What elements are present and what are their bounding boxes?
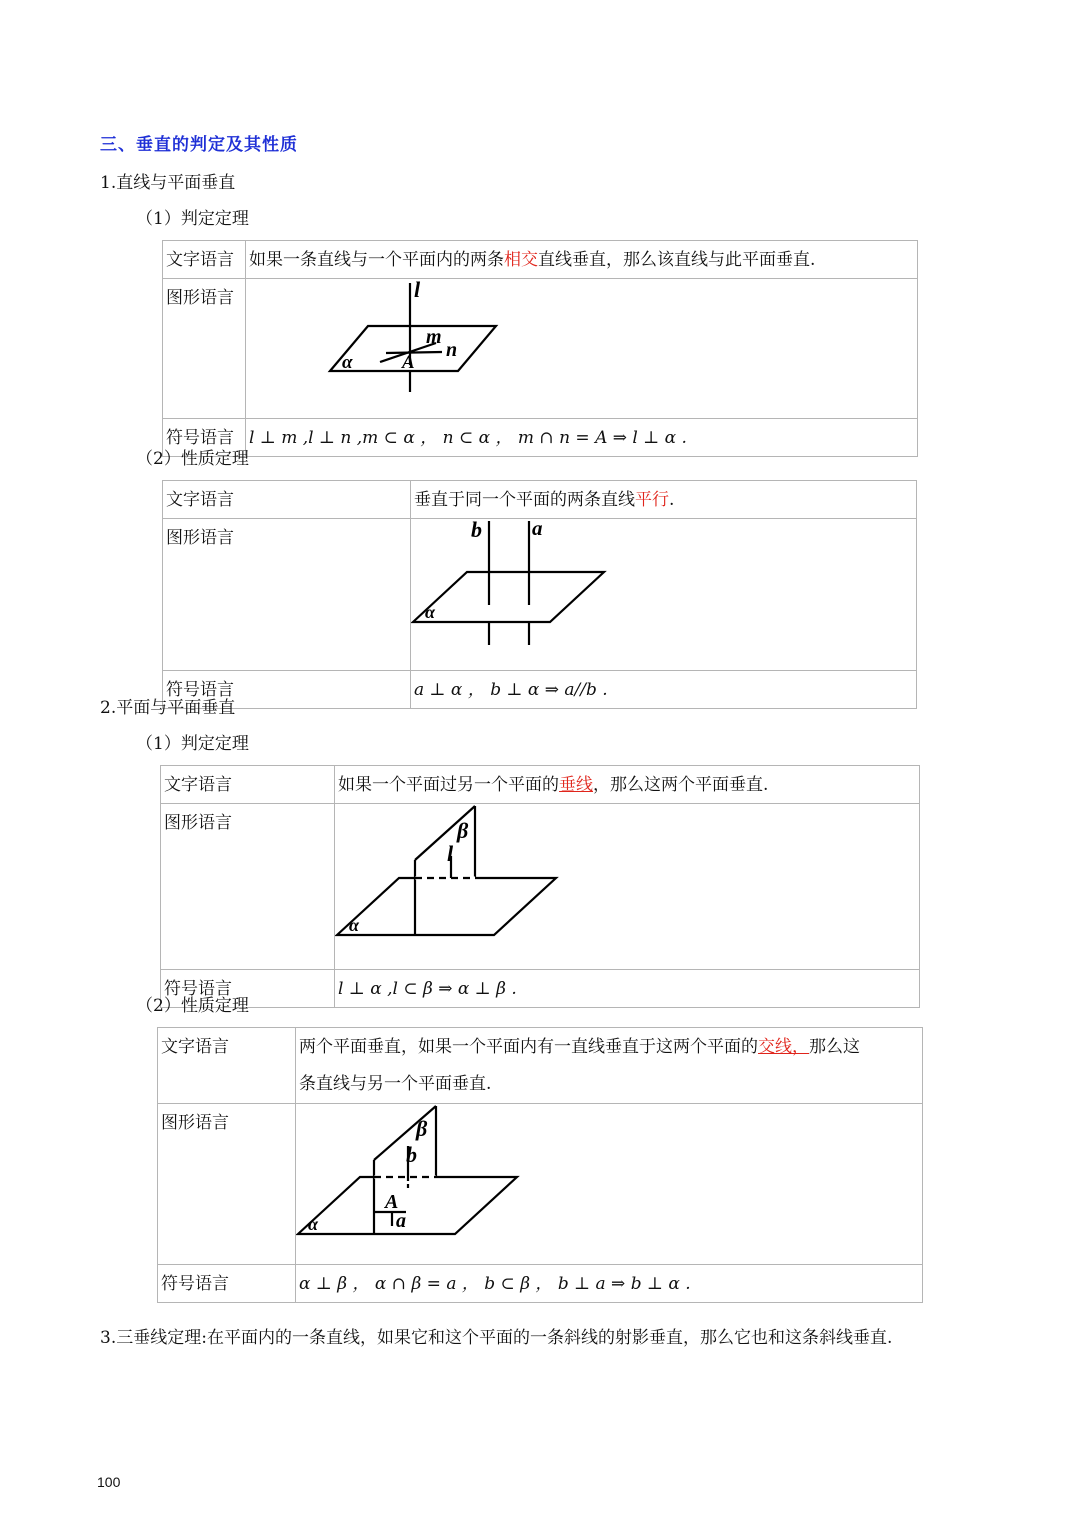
fig-letter-b: b — [406, 1142, 417, 1167]
fig-letter-beta: β — [416, 1116, 428, 1141]
heading-judgement-theorem-1: （1）判定定理 — [136, 209, 249, 229]
figure-cell — [246, 279, 918, 419]
heading-property-theorem-2: （2）性质定理 — [136, 996, 249, 1016]
fig-letter-l: l — [414, 279, 421, 302]
fig-letter-A: A — [402, 352, 415, 373]
label-symbol-language: 符号语言 — [161, 970, 335, 1008]
label-symbol-language: 符号语言 — [163, 419, 246, 457]
three-perpendiculars-theorem: 3.三垂线定理:在平面内的一条直线，如果它和这个平面的一条斜线的射影垂直，那么它也和这条斜线垂直. — [100, 1328, 893, 1348]
figure-perpendicular-planes-property — [296, 1104, 923, 1251]
fig-letter-m: m — [426, 326, 442, 348]
label-text-language: 文字语言 — [163, 241, 246, 279]
fig-letter-b: b — [471, 519, 482, 542]
fig-letter-alpha: α — [342, 352, 353, 373]
heading-judgement-theorem-2: （1）判定定理 — [136, 734, 249, 754]
table-plane-plane-judgement — [160, 765, 920, 1008]
symbol-formula: l ⊥ α ,l ⊂ β ⇒ α ⊥ β . — [335, 970, 920, 1008]
fig-letter-l: l — [447, 841, 454, 866]
section-title: 三、垂直的判定及其性质 — [100, 135, 298, 155]
fig-letter-n: n — [446, 339, 458, 361]
label-symbol-language: 符号语言 — [158, 1265, 296, 1303]
symbol-formula: l ⊥ m ,l ⊥ n ,m ⊂ α ， n ⊂ α ， m ∩ n = A ⇒ l ⊥ α . — [246, 419, 918, 457]
table-line-plane-property — [162, 480, 917, 709]
theorem-text: 垂直于同一个平面的两条直线平行. — [411, 481, 917, 519]
figure-cell — [335, 804, 920, 970]
fig-letter-a: a — [396, 1210, 406, 1232]
label-figure-language: 图形语言 — [163, 519, 411, 671]
fig-letter-alpha: α — [349, 915, 359, 935]
heading-property-theorem-1: （2）性质定理 — [136, 449, 249, 469]
label-figure-language: 图形语言 — [163, 279, 246, 419]
heading-line-plane-perpendicular: 1.直线与平面垂直 — [100, 173, 236, 193]
fig-letter-a: a — [532, 519, 543, 540]
figure-two-lines-perp-plane — [411, 519, 917, 657]
fig-letter-beta: β — [457, 818, 469, 843]
heading-plane-plane-perpendicular: 2.平面与平面垂直 — [100, 698, 236, 718]
page-number: 100 — [97, 1474, 121, 1490]
figure-cell — [411, 519, 917, 671]
label-figure-language: 图形语言 — [161, 804, 335, 970]
table-plane-plane-property — [157, 1027, 923, 1303]
fig-letter-A: A — [385, 1191, 399, 1213]
label-figure-language: 图形语言 — [158, 1104, 296, 1265]
theorem-text: 如果一条直线与一个平面内的两条相交直线垂直，那么该直线与此平面垂直. — [246, 241, 918, 279]
figure-line-perp-plane — [246, 279, 918, 405]
theorem-text: 如果一个平面过另一个平面的垂线，那么这两个平面垂直. — [335, 766, 920, 804]
symbol-formula: α ⊥ β ， α ∩ β = a ， b ⊂ β ， b ⊥ a ⇒ b ⊥ α . — [296, 1265, 923, 1303]
label-symbol-language: 符号语言 — [163, 671, 411, 709]
label-text-language: 文字语言 — [158, 1028, 296, 1104]
figure-cell — [296, 1104, 923, 1265]
table-line-plane-judgement — [162, 240, 918, 457]
fig-letter-alpha: α — [425, 602, 435, 622]
fig-letter-alpha: α — [308, 1214, 318, 1234]
figure-plane-through-perpendicular — [335, 804, 920, 956]
symbol-formula: a ⊥ α ， b ⊥ α ⇒ a//b . — [411, 671, 917, 709]
label-text-language: 文字语言 — [163, 481, 411, 519]
theorem-text: 两个平面垂直，如果一个平面内有一直线垂直于这两个平面的交线，那么这 条直线与另一个平面垂直. — [296, 1028, 923, 1104]
label-text-language: 文字语言 — [161, 766, 335, 804]
